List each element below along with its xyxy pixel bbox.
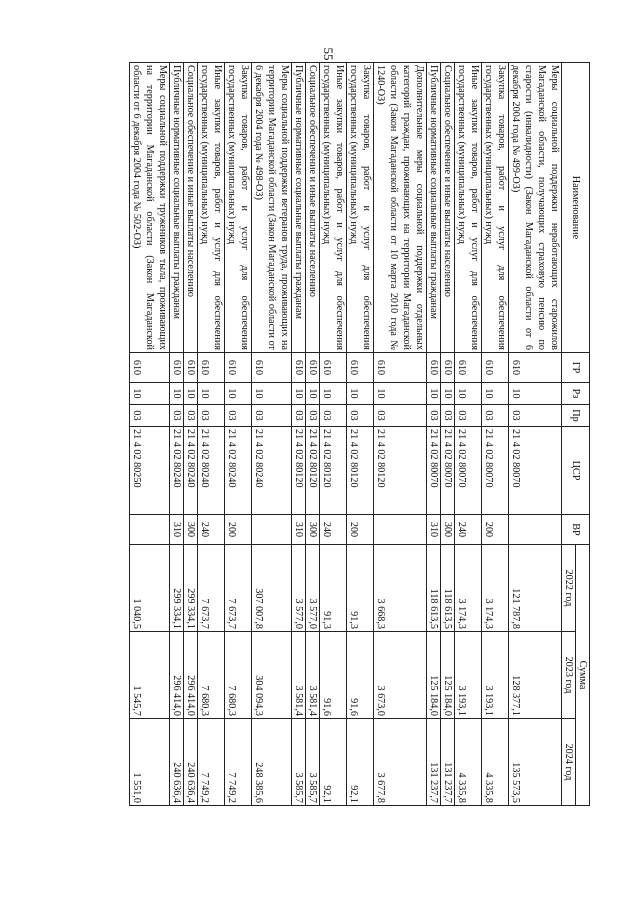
row-vr: 310 [427,515,441,545]
row-sum-2023: 7 680,3 [225,632,252,719]
row-gr: 610 [455,353,482,383]
row-csr: 21 4 02 80070 [482,427,509,515]
row-pr: 03 [198,405,225,427]
row-sum-2024: 240 636,4 [170,719,184,806]
row-gr: 610 [482,353,509,383]
row-pr: 03 [455,405,482,427]
row-csr: 21 4 02 80070 [441,427,455,515]
row-name: Социальное обеспечение и иные выплаты населению [184,63,198,353]
row-gr: 610 [252,353,292,383]
row-sum-2023: 125 184,0 [427,632,441,719]
header-gr: ГР [562,353,590,383]
table-row [347,63,374,806]
row-pr: 03 [441,405,455,427]
row-name: Дополнительные меры социальной поддержки отдельных категорий граждан, проживающих на территории Магаданской области (Закон Магаданской области от 10 марта 2010 года № 1240-ОЗ) [374,63,427,353]
row-vr: 300 [441,515,455,545]
table-row [374,63,427,806]
table-header [562,63,590,806]
row-sum-2023: 3 581,4 [306,632,320,719]
row-name: Меры социальной поддержки тружеников тыла, проживающих на территории Магаданской области (Закон Магаданской области от 6 декабря 2004 года № 502-ОЗ) [130,63,170,353]
row-gr: 610 [509,353,562,383]
row-name: Публичные нормативные социальные выплаты гражданам [427,63,441,353]
table-row [441,63,455,806]
row-rz: 10 [198,383,225,405]
row-sum-2022: 3 668,3 [374,545,427,632]
row-sum-2022: 121 787,8 [509,545,562,632]
row-csr: 21 4 02 80240 [252,427,292,515]
table-body [130,63,562,806]
row-sum-2024: 3 585,7 [306,719,320,806]
row-sum-2023: 7 680,3 [198,632,225,719]
row-vr: 310 [292,515,306,545]
row-rz: 10 [130,383,170,405]
row-name: Иные закупки товаров, работ и услуг для обеспечения государственных (муниципальных) нужд [320,63,347,353]
table-row [509,63,562,806]
row-sum-2024: 7 749,2 [198,719,225,806]
row-rz: 10 [509,383,562,405]
row-sum-2022: 118 613,5 [427,545,441,632]
row-sum-2024: 7 749,2 [225,719,252,806]
row-rz: 10 [225,383,252,405]
row-csr: 21 4 02 80070 [427,427,441,515]
row-gr: 610 [374,353,427,383]
row-csr: 21 4 02 80120 [292,427,306,515]
row-csr: 21 4 02 80120 [347,427,374,515]
row-csr: 21 4 02 80120 [320,427,347,515]
row-pr: 03 [320,405,347,427]
budget-table [129,62,590,806]
row-sum-2022: 7 673,7 [198,545,225,632]
row-name: Закупка товаров, работ и услуг для обеспечения государственных (муниципальных) нужд [347,63,374,353]
row-csr: 21 4 02 80240 [225,427,252,515]
row-sum-2024: 4 335,8 [455,719,482,806]
row-sum-2022: 118 613,5 [441,545,455,632]
row-sum-2023: 1 545,7 [130,632,170,719]
row-vr: 310 [170,515,184,545]
header-year-2024: 2024 год [562,719,576,806]
row-gr: 610 [225,353,252,383]
row-name: Социальное обеспечение и иные выплаты населению [306,63,320,353]
page-number: 55 [321,47,336,61]
row-rz: 10 [441,383,455,405]
row-rz: 10 [482,383,509,405]
row-sum-2023: 3 193,1 [482,632,509,719]
row-sum-2024: 131 237,7 [427,719,441,806]
row-sum-2024: 248 385,6 [252,719,292,806]
rotated-table-content [130,62,590,805]
row-sum-2023: 91,6 [320,632,347,719]
header-year-2023: 2023 год [562,632,576,719]
row-vr [509,515,562,545]
row-pr: 03 [347,405,374,427]
row-rz: 10 [427,383,441,405]
row-csr: 21 4 02 80120 [306,427,320,515]
row-rz: 10 [306,383,320,405]
row-csr: 21 4 02 80240 [198,427,225,515]
row-rz: 10 [184,383,198,405]
row-rz: 10 [347,383,374,405]
row-pr: 03 [130,405,170,427]
header-sum: Сумма [576,545,590,806]
table-row [455,63,482,806]
row-name: Публичные нормативные социальные выплаты гражданам [170,63,184,353]
row-vr: 200 [347,515,374,545]
row-sum-2022: 3 577,0 [292,545,306,632]
row-rz: 10 [292,383,306,405]
row-sum-2024: 1 551,0 [130,719,170,806]
table-row [130,63,170,806]
row-sum-2023: 128 377,1 [509,632,562,719]
row-pr: 03 [292,405,306,427]
row-name: Публичные нормативные социальные выплаты гражданам [292,63,306,353]
row-sum-2024: 92,1 [347,719,374,806]
row-pr: 03 [482,405,509,427]
row-csr: 21 4 02 80240 [184,427,198,515]
row-vr [130,515,170,545]
row-gr: 610 [130,353,170,383]
row-sum-2022: 7 673,7 [225,545,252,632]
row-gr: 610 [441,353,455,383]
rotated-table-frame [130,62,590,805]
row-rz: 10 [252,383,292,405]
header-csr: ЦСР [562,427,590,515]
table-row [482,63,509,806]
header-rz: Рз [562,383,590,405]
row-vr [374,515,427,545]
header-name: Наименование [562,63,590,353]
row-name: Закупка товаров, работ и услуг для обеспечения государственных (муниципальных) нужд [482,63,509,353]
row-sum-2024: 131 237,7 [441,719,455,806]
row-sum-2023: 3 193,1 [455,632,482,719]
row-gr: 610 [347,353,374,383]
row-sum-2023: 91,6 [347,632,374,719]
table-row [184,63,198,806]
row-gr: 610 [170,353,184,383]
row-sum-2023: 3 673,0 [374,632,427,719]
row-name: Иные закупки товаров, работ и услуг для обеспечения государственных (муниципальных) нужд [198,63,225,353]
row-pr: 03 [427,405,441,427]
row-rz: 10 [170,383,184,405]
row-csr: 21 4 02 80070 [509,427,562,515]
row-pr: 03 [170,405,184,427]
row-rz: 10 [320,383,347,405]
row-sum-2022: 3 174,3 [455,545,482,632]
row-vr [252,515,292,545]
row-sum-2022: 307 007,8 [252,545,292,632]
table-row [170,63,184,806]
row-vr: 200 [225,515,252,545]
row-vr: 240 [198,515,225,545]
row-rz: 10 [455,383,482,405]
row-sum-2023: 296 414,0 [170,632,184,719]
row-sum-2022: 3 174,3 [482,545,509,632]
row-csr: 21 4 02 80240 [170,427,184,515]
row-pr: 03 [252,405,292,427]
row-sum-2024: 135 573,5 [509,719,562,806]
row-pr: 03 [306,405,320,427]
header-pr: Пр [562,405,590,427]
row-sum-2024: 3 585,7 [292,719,306,806]
table-row [320,63,347,806]
row-gr: 610 [198,353,225,383]
row-sum-2022: 91,3 [347,545,374,632]
table-row [292,63,306,806]
row-name: Иные закупки товаров, работ и услуг для обеспечения государственных (муниципальных) нужд [455,63,482,353]
row-sum-2024: 92,1 [320,719,347,806]
row-sum-2022: 299 334,1 [184,545,198,632]
table-row [427,63,441,806]
row-sum-2022: 3 577,0 [306,545,320,632]
row-sum-2023: 125 184,0 [441,632,455,719]
row-vr: 300 [306,515,320,545]
row-name: Закупка товаров, работ и услуг для обеспечения государственных (муниципальных) нужд [225,63,252,353]
row-vr: 240 [455,515,482,545]
table-row [198,63,225,806]
row-csr: 21 4 02 80250 [130,427,170,515]
row-sum-2022: 1 040,5 [130,545,170,632]
row-pr: 03 [225,405,252,427]
row-vr: 300 [184,515,198,545]
row-csr: 21 4 02 80070 [455,427,482,515]
header-year-2022: 2022 год [562,545,576,632]
row-name: Меры социальной поддержки ветеранов труда, проживающих на территории Магаданской области (Закон Магаданской области от 6 декабря 2004 года № 498-ОЗ) [252,63,292,353]
row-gr: 610 [306,353,320,383]
row-gr: 610 [320,353,347,383]
row-sum-2023: 3 581,4 [292,632,306,719]
row-csr: 21 4 02 80120 [374,427,427,515]
row-sum-2022: 299 334,1 [170,545,184,632]
row-gr: 610 [184,353,198,383]
row-sum-2024: 3 677,8 [374,719,427,806]
row-sum-2024: 240 636,4 [184,719,198,806]
row-gr: 610 [292,353,306,383]
table-row [225,63,252,806]
row-name: Меры социальной поддержки неработающих старожилов Магаданской области, получающих страховую пенсию по старости (инвалидности) (Закон Магаданской области от 6 декабря 2004 года № 499-ОЗ) [509,63,562,353]
row-vr: 240 [320,515,347,545]
row-rz: 10 [374,383,427,405]
row-pr: 03 [509,405,562,427]
row-name: Социальное обеспечение и иные выплаты населению [441,63,455,353]
row-sum-2022: 91,3 [320,545,347,632]
row-sum-2023: 296 414,0 [184,632,198,719]
row-sum-2024: 4 335,8 [482,719,509,806]
table-row [306,63,320,806]
row-pr: 03 [184,405,198,427]
row-gr: 610 [427,353,441,383]
row-sum-2023: 304 094,3 [252,632,292,719]
row-pr: 03 [374,405,427,427]
table-row [252,63,292,806]
header-vr: ВР [562,515,590,545]
row-vr: 200 [482,515,509,545]
